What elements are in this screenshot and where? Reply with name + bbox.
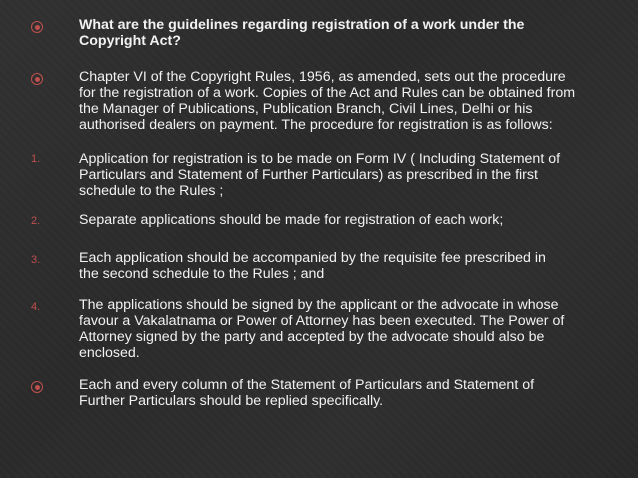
list-item-2: Separate applications should be made for registration of each work; [79,212,504,228]
list-number-2: 2. [31,215,41,227]
bullet-icon [31,21,43,33]
list-number-4: 4. [31,301,41,313]
list-item-4: The applications should be signed by the applicant or the advocate in whose favour a Vakalatnama or Power of Attorney has been executed. The Power of Attorney signed by the party and accepted by the advocate should also be enclosed. [79,297,565,361]
closing-paragraph: Each and every column of the Statement of Particulars and Statement of Further Particulars should be replied specifically. [79,377,535,409]
list-number-3: 3. [31,254,41,266]
list-item-1: Application for registration is to be made on Form IV ( Including Statement of Particulars and Statement of Further Particulars) as prescribed in the first schedule to the Rules ; [79,151,561,199]
list-number-1: 1. [31,153,41,165]
bullet-icon [31,73,43,85]
question-heading: What are the guidelines regarding registration of a work under the Copyright Act? [79,17,525,49]
intro-paragraph: Chapter VI of the Copyright Rules, 1956, as amended, sets out the procedure for the registration of a work. Copies of the Act and Rules can be obtained from the Manager of Publications, Publication Branch, Civil Lines, Delhi or his authorised dealers on payment. The procedure for registration is as follows: [79,69,576,133]
list-item-3: Each application should be accompanied by the requisite fee prescribed in the second schedule to the Rules ; and [79,250,546,282]
bullet-icon [31,381,43,393]
